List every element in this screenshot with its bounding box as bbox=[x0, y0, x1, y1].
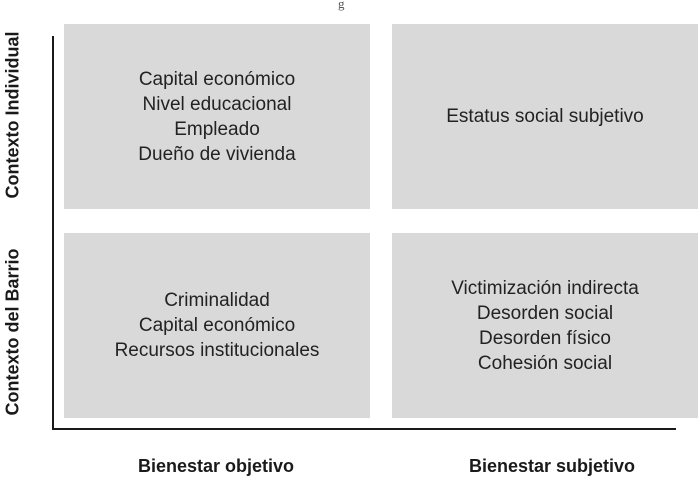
cell-individual-subjetivo bbox=[392, 24, 698, 209]
column-label-objetivo: Bienestar objetivo bbox=[137, 456, 295, 476]
row-label-individual: Contexto Individual bbox=[2, 31, 23, 199]
cell-individual-objetivo bbox=[64, 24, 370, 209]
cell-barrio-subjetivo bbox=[392, 233, 698, 418]
cell-item: Cohesión social bbox=[477, 352, 613, 374]
column-label-subjetivo: Bienestar subjetivo bbox=[468, 456, 636, 476]
header-fragment: g bbox=[338, 0, 345, 11]
cell-item: Estatus social subjetivo bbox=[446, 106, 644, 127]
y-axis-line bbox=[52, 36, 54, 430]
x-axis-line bbox=[52, 428, 676, 430]
cell-barrio-objetivo bbox=[64, 233, 370, 418]
cell-item: Dueño de vivienda bbox=[138, 143, 296, 165]
cell-item: Nivel educacional bbox=[142, 93, 292, 115]
cell-item: Empleado bbox=[174, 118, 260, 140]
cell-item: Victimización indirecta bbox=[451, 277, 639, 299]
row-label-barrio: Contexto del Barrio bbox=[2, 248, 23, 416]
cell-item: Desorden físico bbox=[478, 327, 611, 349]
cell-item: Desorden social bbox=[476, 302, 614, 324]
cell-item: Capital económico bbox=[138, 68, 296, 90]
cell-item: Criminalidad bbox=[164, 290, 270, 311]
cell-item: Recursos institucionales bbox=[114, 340, 320, 361]
cell-item: Capital económico bbox=[138, 315, 296, 336]
